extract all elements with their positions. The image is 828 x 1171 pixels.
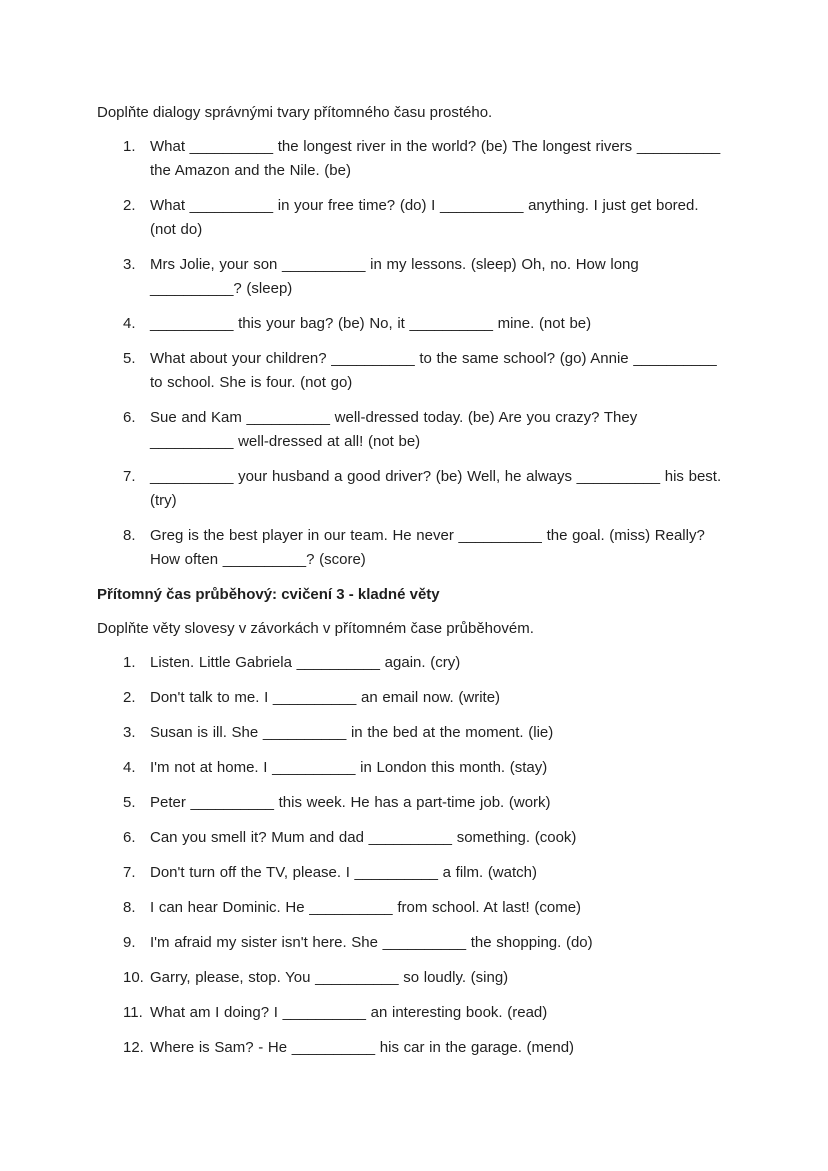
item-number: 5.	[123, 794, 136, 811]
item-number: 8.	[123, 899, 136, 916]
item-number: 3.	[123, 256, 136, 273]
exercise2-list	[123, 651, 724, 1060]
item-text: Mrs Jolie, your son __________ in my lessons. (sleep) Oh, no. How long __________? (sleep)	[150, 256, 639, 297]
exercise1-intro: Doplňte dialogy správnými tvary přítomného času prostého.	[97, 104, 493, 121]
item-number: 7.	[123, 468, 136, 485]
item-text: Sue and Kam __________ well-dressed today. (be) Are you crazy? They __________ well-dressed at all! (not be)	[150, 409, 638, 450]
exercise2-intro: Doplňte věty slovesy v závorkách v přítomném čase průběhovém.	[97, 620, 534, 637]
item-number: 12.	[123, 1039, 144, 1056]
item-number: 5.	[123, 350, 136, 367]
exercise-item	[123, 931, 724, 955]
item-text: What __________ the longest river in the world? (be) The longest rivers __________ the Amazon and the Nile. (be)	[150, 138, 721, 179]
item-number: 6.	[123, 409, 136, 426]
item-text: Where is Sam? - He __________ his car in the garage. (mend)	[150, 1039, 575, 1056]
item-text: What am I doing? I __________ an interesting book. (read)	[150, 1004, 548, 1021]
item-text: Listen. Little Gabriela __________ again. (cry)	[150, 654, 461, 671]
exercise1-list	[123, 135, 724, 572]
item-number: 1.	[123, 138, 136, 155]
exercise-item	[123, 1036, 724, 1060]
item-text: What about your children? __________ to the same school? (go) Annie __________ to school. She is four. (not go)	[150, 350, 717, 391]
item-number: 2.	[123, 689, 136, 706]
exercise-item	[123, 861, 724, 885]
item-number: 4.	[123, 759, 136, 776]
exercise-item	[123, 721, 724, 745]
exercise-item	[123, 791, 724, 815]
item-number: 8.	[123, 527, 136, 544]
item-number: 4.	[123, 315, 136, 332]
exercise-item	[123, 524, 724, 572]
exercise2-heading: Přítomný čas průběhový: cvičení 3 - kladné věty	[97, 586, 440, 603]
exercise-item	[123, 966, 724, 990]
item-number: 1.	[123, 654, 136, 671]
item-number: 2.	[123, 197, 136, 214]
exercise-item	[123, 465, 724, 513]
item-number: 11.	[123, 1004, 143, 1021]
item-text: I can hear Dominic. He __________ from school. At last! (come)	[150, 899, 582, 916]
item-text: __________ your husband a good driver? (be) Well, he always __________ his best. (try)	[150, 468, 722, 509]
exercise-item	[123, 194, 724, 242]
item-text: I'm not at home. I __________ in London this month. (stay)	[150, 759, 548, 776]
item-number: 10.	[123, 969, 144, 986]
item-text: Don't turn off the TV, please. I __________ a film. (watch)	[150, 864, 537, 881]
exercise-item	[123, 312, 724, 336]
item-text: Susan is ill. She __________ in the bed at the moment. (lie)	[150, 724, 554, 741]
exercise-item	[123, 135, 724, 183]
item-text: Greg is the best player in our team. He never __________ the goal. (miss) Really? How often __________? (score)	[150, 527, 705, 568]
exercise-item	[123, 1001, 724, 1025]
item-text: I'm afraid my sister isn't here. She __________ the shopping. (do)	[150, 934, 593, 951]
exercise-item	[123, 756, 724, 780]
exercise-item	[123, 826, 724, 850]
item-text: Peter __________ this week. He has a part-time job. (work)	[150, 794, 551, 811]
exercise-item	[123, 651, 724, 675]
item-text: What __________ in your free time? (do) I __________ anything. I just get bored. (not do)	[150, 197, 699, 238]
exercise-item	[123, 347, 724, 395]
item-text: Don't talk to me. I __________ an email now. (write)	[150, 689, 501, 706]
item-number: 3.	[123, 724, 136, 741]
exercise-item	[123, 253, 724, 301]
exercise-item	[123, 896, 724, 920]
item-number: 9.	[123, 934, 136, 951]
item-text: Garry, please, stop. You __________ so loudly. (sing)	[150, 969, 509, 986]
item-number: 7.	[123, 864, 136, 881]
item-number: 6.	[123, 829, 136, 846]
item-text: __________ this your bag? (be) No, it __________ mine. (not be)	[150, 315, 592, 332]
exercise-item	[123, 686, 724, 710]
item-text: Can you smell it? Mum and dad __________ something. (cook)	[150, 829, 577, 846]
exercise-item	[123, 406, 724, 454]
